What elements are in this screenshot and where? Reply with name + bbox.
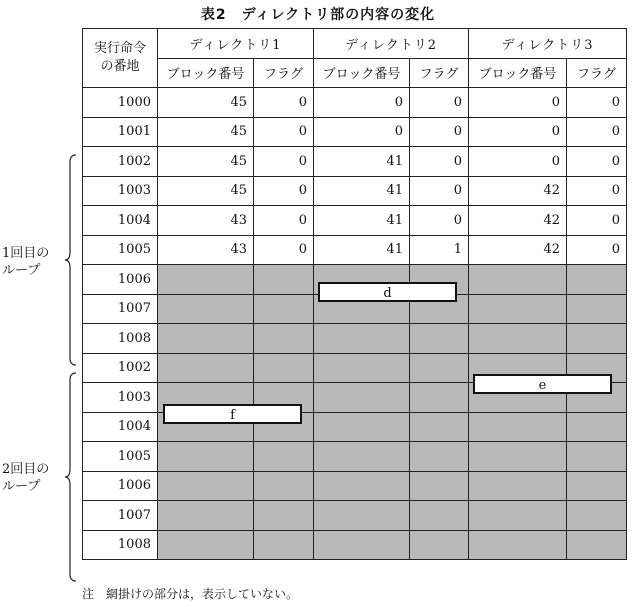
shaded-cell [567, 324, 627, 354]
shaded-cell [314, 501, 410, 531]
table-row [83, 88, 627, 118]
address-cell: 1001 [83, 117, 158, 147]
value-cell: 45 [158, 117, 254, 147]
shaded-cell [469, 294, 567, 324]
value-cell: 0 [254, 88, 314, 118]
value-cell: 0 [469, 88, 567, 118]
address-cell: 1005 [83, 442, 158, 472]
address-cell: 1008 [83, 324, 158, 354]
shaded-cell [254, 530, 314, 560]
loop1-label-line2: ループ [2, 263, 41, 278]
shaded-cell [567, 294, 627, 324]
dir1-flag-header: フラグ [254, 58, 314, 88]
shaded-cell [567, 471, 627, 501]
address-cell: 1000 [83, 88, 158, 118]
shaded-cell [158, 471, 254, 501]
shaded-cell [254, 353, 314, 383]
value-cell: 0 [314, 117, 410, 147]
value-cell: 0 [567, 147, 627, 177]
address-cell: 1003 [83, 383, 158, 413]
value-cell: 0 [254, 235, 314, 265]
shaded-cell [469, 412, 567, 442]
loop1-label [2, 245, 49, 279]
address-header-line2: の番地 [100, 59, 140, 74]
shaded-cell [410, 442, 469, 472]
dir3-flag-header: フラグ [567, 58, 627, 88]
address-cell: 1002 [83, 147, 158, 177]
shaded-cell [254, 471, 314, 501]
dir3-header: ディレクトリ3 [469, 29, 627, 59]
shaded-cell [158, 530, 254, 560]
shaded-cell [567, 442, 627, 472]
address-cell: 1007 [83, 294, 158, 324]
shaded-cell [314, 442, 410, 472]
loop2-brace [64, 372, 78, 582]
value-cell: 0 [567, 176, 627, 206]
shaded-cell [158, 265, 254, 295]
shaded-cell [158, 353, 254, 383]
table-row [83, 235, 627, 265]
dir1-header: ディレクトリ1 [158, 29, 314, 59]
value-cell: 41 [314, 206, 410, 236]
table-row [83, 147, 627, 177]
table-row [83, 176, 627, 206]
shaded-cell [469, 442, 567, 472]
shaded-cell [314, 324, 410, 354]
address-cell: 1006 [83, 265, 158, 295]
shaded-cell [158, 294, 254, 324]
shaded-cell [410, 501, 469, 531]
shaded-cell [469, 471, 567, 501]
shaded-cell [254, 265, 314, 295]
table-title: 表2 ディレクトリ部の内容の変化 [200, 7, 436, 23]
loop1-brace [64, 154, 78, 366]
shaded-cell [469, 530, 567, 560]
value-cell: 1 [410, 235, 469, 265]
shaded-cell [158, 442, 254, 472]
value-cell: 0 [410, 88, 469, 118]
value-cell: 0 [469, 117, 567, 147]
address-cell: 1004 [83, 206, 158, 236]
table-row [83, 501, 627, 531]
shaded-cell [314, 383, 410, 413]
shaded-cell [158, 324, 254, 354]
loop1-label-line1: 1回目の [2, 246, 50, 261]
dir3-block-header: ブロック番号 [469, 58, 567, 88]
dir2-flag-header: フラグ [410, 58, 469, 88]
table-row [83, 324, 627, 354]
address-cell: 1006 [83, 471, 158, 501]
shaded-cell [410, 353, 469, 383]
table-row [83, 117, 627, 147]
value-cell: 42 [469, 235, 567, 265]
value-cell: 0 [254, 176, 314, 206]
shaded-cell [469, 324, 567, 354]
dir1-block-header: ブロック番号 [158, 58, 254, 88]
shaded-cell [314, 353, 410, 383]
loop2-label-line2: ループ [2, 479, 41, 494]
shaded-cell [567, 530, 627, 560]
dir2-header: ディレクトリ2 [314, 29, 469, 59]
shaded-cell [410, 324, 469, 354]
value-cell: 0 [254, 206, 314, 236]
address-header-line1: 実行命令 [93, 41, 146, 56]
shaded-cell [314, 412, 410, 442]
address-cell: 1003 [83, 176, 158, 206]
dir2-block-header: ブロック番号 [314, 58, 410, 88]
address-cell: 1007 [83, 501, 158, 531]
shaded-cell [567, 412, 627, 442]
shaded-cell [254, 324, 314, 354]
value-cell: 42 [469, 206, 567, 236]
shaded-cell [314, 530, 410, 560]
address-cell: 1004 [83, 412, 158, 442]
shaded-cell [410, 412, 469, 442]
value-cell: 0 [567, 235, 627, 265]
loop2-label-line1: 2回目の [2, 462, 50, 477]
shaded-cell [314, 471, 410, 501]
value-cell: 0 [410, 117, 469, 147]
footnote: 注 網掛けの部分は，表示していない。 [82, 587, 299, 601]
shaded-cell [410, 530, 469, 560]
value-cell: 0 [254, 117, 314, 147]
shaded-cell [158, 501, 254, 531]
value-cell: 41 [314, 147, 410, 177]
address-cell: 1008 [83, 530, 158, 560]
value-cell: 0 [314, 88, 410, 118]
shaded-cell [469, 265, 567, 295]
value-cell: 0 [254, 147, 314, 177]
table-row [83, 206, 627, 236]
shaded-cell [254, 501, 314, 531]
table-row [83, 442, 627, 472]
shaded-cell [469, 501, 567, 531]
value-cell: 0 [410, 147, 469, 177]
value-cell: 45 [158, 176, 254, 206]
value-cell: 41 [314, 235, 410, 265]
blank-e: e [473, 374, 612, 394]
value-cell: 41 [314, 176, 410, 206]
value-cell: 43 [158, 235, 254, 265]
value-cell: 0 [469, 147, 567, 177]
address-header [83, 29, 158, 88]
shaded-cell [567, 265, 627, 295]
value-cell: 45 [158, 147, 254, 177]
value-cell: 0 [410, 206, 469, 236]
blank-f: f [163, 404, 302, 424]
table-row [83, 530, 627, 560]
shaded-cell [410, 471, 469, 501]
value-cell: 45 [158, 88, 254, 118]
address-cell: 1002 [83, 353, 158, 383]
shaded-cell [254, 294, 314, 324]
value-cell: 43 [158, 206, 254, 236]
value-cell: 0 [567, 206, 627, 236]
loop2-label [2, 461, 49, 495]
value-cell: 0 [567, 88, 627, 118]
table-row [83, 471, 627, 501]
shaded-cell [254, 442, 314, 472]
blank-d: d [318, 282, 457, 302]
shaded-cell [410, 383, 469, 413]
value-cell: 0 [567, 117, 627, 147]
shaded-cell [567, 501, 627, 531]
value-cell: 0 [410, 176, 469, 206]
address-cell: 1005 [83, 235, 158, 265]
value-cell: 42 [469, 176, 567, 206]
